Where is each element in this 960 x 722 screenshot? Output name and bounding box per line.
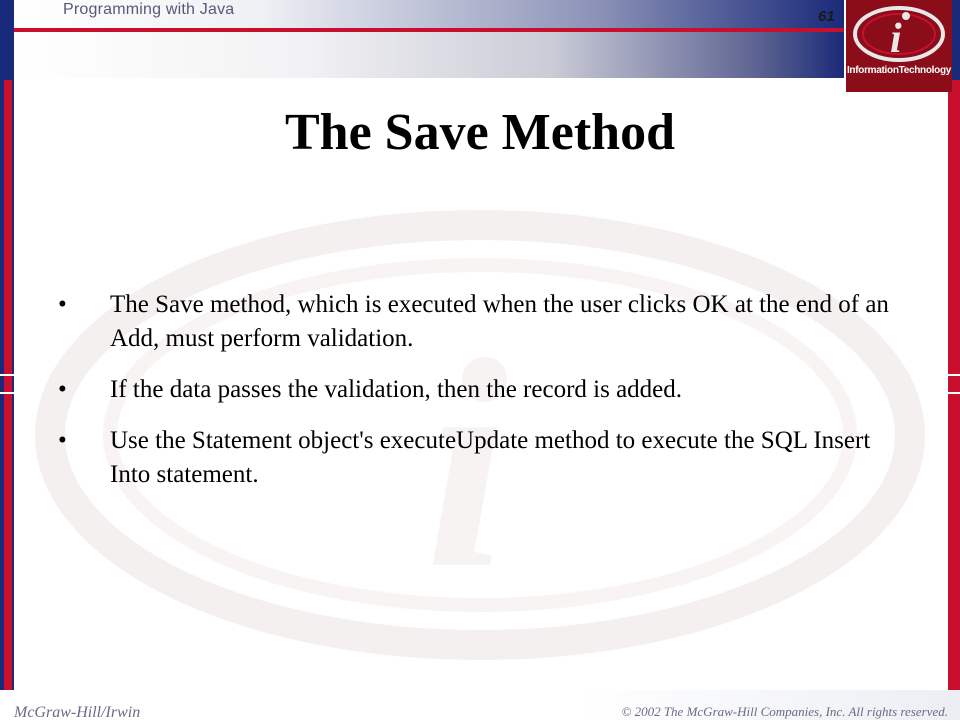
list-item — [58, 373, 908, 407]
publisher-text: McGraw-Hill/Irwin — [14, 704, 141, 721]
bullet-marker: • — [58, 376, 67, 403]
list-item — [58, 288, 908, 356]
right-red-bar — [948, 80, 960, 720]
svg-text:i: i — [890, 16, 902, 62]
copyright-text: © 2002 The McGraw-Hill Companies, Inc. All rights reserved. — [621, 704, 948, 719]
right-tick — [946, 392, 960, 394]
logo-text: InformationTechnology — [846, 65, 952, 76]
header-red-rule — [14, 28, 844, 32]
it-logo — [846, 0, 952, 92]
bullet-text: The Save method, which is executed when the user clicks OK at the end of an Add, must perform validation. — [110, 291, 889, 352]
slide-title: The Save Method — [285, 104, 675, 161]
page-number: 61 — [818, 8, 835, 25]
bullet-text: Use the Statement object's executeUpdate method to execute the SQL Insert Into statement. — [110, 427, 871, 488]
left-red-bar — [4, 80, 12, 720]
right-tick — [946, 374, 960, 376]
bullet-text: If the data passes the validation, then the record is added. — [110, 376, 683, 403]
bullet-marker: • — [58, 291, 67, 318]
bullet-marker: • — [58, 427, 67, 454]
left-tick — [0, 392, 14, 394]
left-tick — [0, 374, 14, 376]
bullet-list — [58, 288, 908, 509]
list-item — [58, 424, 908, 492]
svg-text:i: i — [425, 298, 509, 630]
it-logo-icon — [846, 0, 952, 92]
course-title: Programming with Java — [63, 1, 235, 18]
